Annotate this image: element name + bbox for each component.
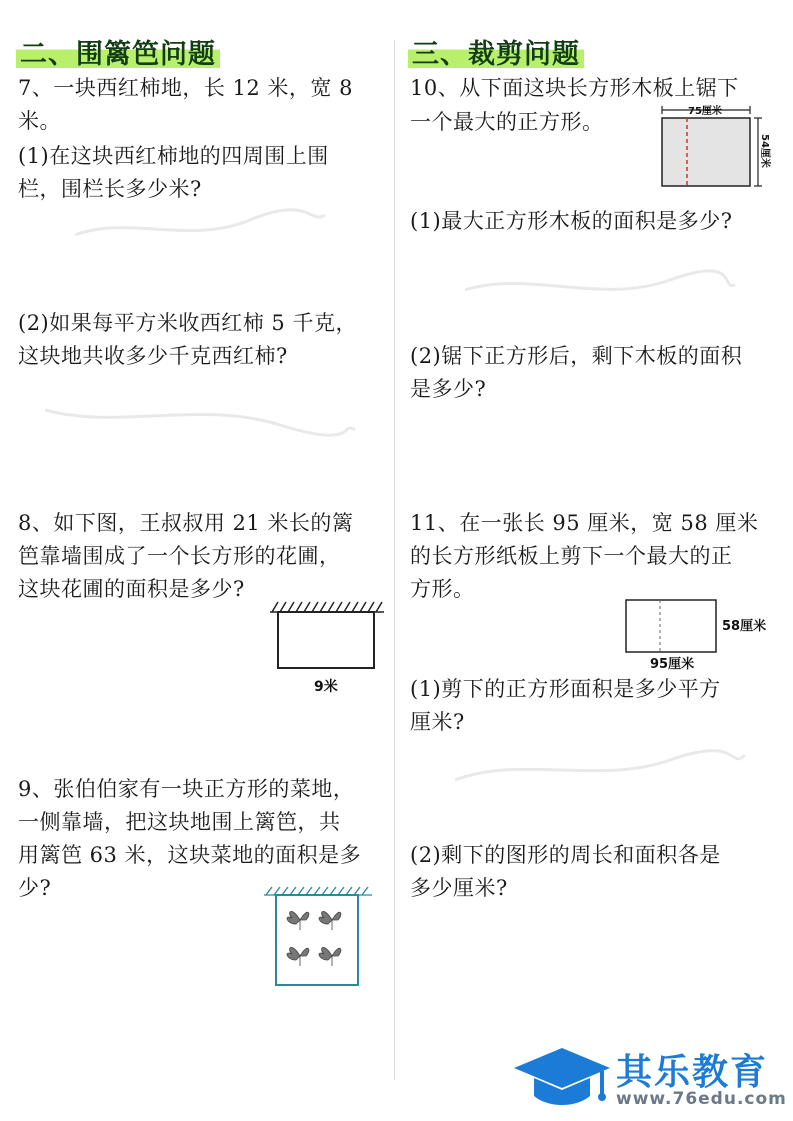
q9-line2: 一侧靠墙，把这块地围上篱笆，共 — [18, 810, 341, 834]
q10-part2-line2: 是多少? — [410, 377, 487, 401]
brand-url[interactable]: www.76edu.com — [616, 1089, 787, 1109]
q8-figure-label: 9米 — [314, 679, 338, 695]
q7-part1-line2: 栏，围栏长多少米? — [18, 177, 202, 201]
q8-garden-figure — [266, 598, 388, 698]
section-title-fence: 二、围篱笆问题 — [16, 32, 220, 71]
brand-logo — [512, 1038, 787, 1118]
q7-part2-line1: (2)如果每平方米收西红柿 5 千克， — [18, 311, 357, 335]
q11-height-label: 58厘米 — [722, 619, 767, 634]
bleed-through-mark — [70, 205, 330, 255]
q9-vegetable-field-figure — [262, 884, 374, 992]
plant-icon — [287, 911, 341, 966]
bleed-through-mark — [450, 740, 750, 800]
q10-board-figure — [656, 104, 774, 192]
q10-part1: (1)最大正方形木板的面积是多少? — [410, 209, 733, 233]
wall-hatch — [264, 887, 372, 895]
q8-line3: 这块花圃的面积是多少? — [18, 577, 245, 601]
q11-part1-line2: 厘米? — [410, 710, 465, 734]
q11-part1-line1: (1)剪下的正方形面积是多少平方 — [410, 677, 721, 701]
cardboard-rectangle — [626, 600, 716, 652]
q8-line2: 笆靠墙围成了一个长方形的花圃， — [18, 544, 341, 568]
wall-hatch — [270, 602, 384, 612]
q9-line1: 9、张伯伯家有一块正方形的菜地， — [18, 777, 355, 801]
column-divider — [394, 40, 395, 1080]
q11-line3: 方形。 — [410, 577, 475, 601]
garden-rectangle — [278, 612, 374, 668]
q7-stem-line2: 米。 — [18, 109, 61, 133]
q11-line1: 11、在一张长 95 厘米，宽 58 厘米 — [410, 511, 759, 535]
q10-line1: 10、从下面这块长方形木板上锯下 — [410, 76, 739, 100]
field-square — [276, 895, 358, 985]
q11-line2: 的长方形纸板上剪下一个最大的正 — [410, 544, 733, 568]
brand-name: 其乐教育 — [616, 1052, 769, 1093]
graduation-cap-icon — [512, 1042, 612, 1112]
q11-width-label: 95厘米 — [650, 657, 695, 672]
q10-part2-line1: (2)锯下正方形后，剩下木板的面积 — [410, 344, 743, 368]
q8-line1: 8、如下图，王叔叔用 21 米长的篱 — [18, 511, 354, 535]
section-title-cutting: 三、裁剪问题 — [408, 32, 584, 71]
q11-part2-line2: 多少厘米? — [410, 876, 508, 900]
board-rectangle — [662, 118, 750, 186]
bleed-through-mark — [40, 390, 360, 450]
q9-line4: 少? — [18, 876, 52, 900]
q9-line3: 用篱笆 63 米，这块菜地的面积是多 — [18, 843, 362, 867]
q11-cardboard-figure — [620, 596, 788, 672]
q11-part2-line1: (2)剩下的图形的周长和面积各是 — [410, 843, 721, 867]
bleed-through-mark — [460, 260, 740, 320]
q7-stem-line1: 7、一块西红柿地，长 12 米，宽 8 — [18, 76, 353, 100]
q7-part2-line2: 这块地共收多少千克西红柿? — [18, 344, 288, 368]
q7-part1-line1: (1)在这块西红柿地的四周围上围 — [18, 144, 329, 168]
q10-height-label: 54厘米 — [759, 134, 770, 168]
q10-width-label: 75厘米 — [688, 106, 722, 117]
q10-line2: 一个最大的正方形。 — [410, 110, 604, 134]
